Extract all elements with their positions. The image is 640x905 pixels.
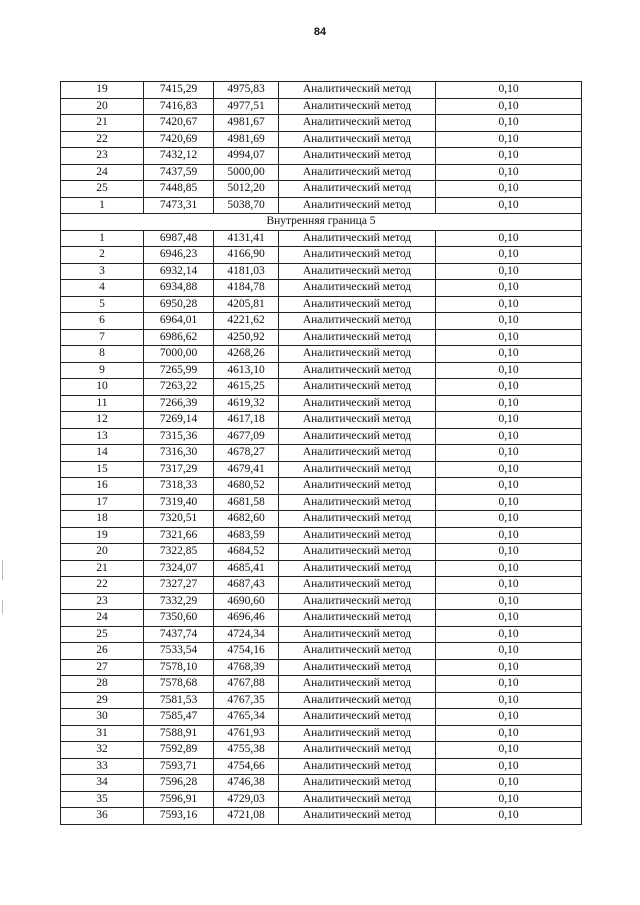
point-number-cell: 11	[61, 395, 144, 412]
table-row	[61, 676, 582, 693]
x-coordinate-cell: 7316,30	[144, 445, 214, 462]
table-body-before	[61, 82, 582, 214]
precision-cell: 0,10	[436, 626, 582, 643]
x-coordinate-cell: 7324,07	[144, 560, 214, 577]
precision-cell: 0,10	[436, 577, 582, 594]
precision-cell: 0,10	[436, 428, 582, 445]
precision-cell: 0,10	[436, 362, 582, 379]
point-number-cell: 23	[61, 148, 144, 165]
x-coordinate-cell: 7350,60	[144, 610, 214, 627]
point-number-cell: 22	[61, 131, 144, 148]
precision-cell: 0,10	[436, 247, 582, 264]
precision-cell: 0,10	[436, 346, 582, 363]
x-coordinate-cell: 7266,39	[144, 395, 214, 412]
y-coordinate-cell: 4131,41	[214, 230, 279, 247]
y-coordinate-cell: 4617,18	[214, 412, 279, 429]
method-cell: Аналитический метод	[279, 247, 436, 264]
table-row	[61, 659, 582, 676]
x-coordinate-cell: 7269,14	[144, 412, 214, 429]
point-number-cell: 36	[61, 808, 144, 825]
x-coordinate-cell: 7322,85	[144, 544, 214, 561]
x-coordinate-cell: 7420,67	[144, 115, 214, 132]
table-row	[61, 412, 582, 429]
point-number-cell: 33	[61, 758, 144, 775]
point-number-cell: 34	[61, 775, 144, 792]
table-row	[61, 577, 582, 594]
y-coordinate-cell: 4768,39	[214, 659, 279, 676]
x-coordinate-cell: 7581,53	[144, 692, 214, 709]
y-coordinate-cell: 4685,41	[214, 560, 279, 577]
x-coordinate-cell: 7265,99	[144, 362, 214, 379]
point-number-cell: 2	[61, 247, 144, 264]
y-coordinate-cell: 4166,90	[214, 247, 279, 264]
section-row	[61, 214, 582, 231]
x-coordinate-cell: 7593,16	[144, 808, 214, 825]
point-number-cell: 17	[61, 494, 144, 511]
y-coordinate-cell: 4729,03	[214, 791, 279, 808]
table-row	[61, 593, 582, 610]
x-coordinate-cell: 6987,48	[144, 230, 214, 247]
method-cell: Аналитический метод	[279, 362, 436, 379]
point-number-cell: 28	[61, 676, 144, 693]
table-row	[61, 197, 582, 214]
method-cell: Аналитический метод	[279, 263, 436, 280]
x-coordinate-cell: 7415,29	[144, 82, 214, 99]
method-cell: Аналитический метод	[279, 412, 436, 429]
table-row	[61, 164, 582, 181]
method-cell: Аналитический метод	[279, 544, 436, 561]
method-cell: Аналитический метод	[279, 494, 436, 511]
point-number-cell: 15	[61, 461, 144, 478]
table-row	[61, 478, 582, 495]
precision-cell: 0,10	[436, 197, 582, 214]
method-cell: Аналитический метод	[279, 131, 436, 148]
y-coordinate-cell: 4682,60	[214, 511, 279, 528]
precision-cell: 0,10	[436, 164, 582, 181]
point-number-cell: 23	[61, 593, 144, 610]
table-row	[61, 610, 582, 627]
y-coordinate-cell: 4250,92	[214, 329, 279, 346]
x-coordinate-cell: 7588,91	[144, 725, 214, 742]
y-coordinate-cell: 4767,35	[214, 692, 279, 709]
point-number-cell: 3	[61, 263, 144, 280]
method-cell: Аналитический метод	[279, 478, 436, 495]
precision-cell: 0,10	[436, 313, 582, 330]
table-row	[61, 362, 582, 379]
method-cell: Аналитический метод	[279, 593, 436, 610]
precision-cell: 0,10	[436, 181, 582, 198]
method-cell: Аналитический метод	[279, 775, 436, 792]
precision-cell: 0,10	[436, 461, 582, 478]
point-number-cell: 19	[61, 82, 144, 99]
coordinates-table	[60, 81, 582, 825]
point-number-cell: 4	[61, 280, 144, 297]
point-number-cell: 32	[61, 742, 144, 759]
point-number-cell: 5	[61, 296, 144, 313]
precision-cell: 0,10	[436, 659, 582, 676]
point-number-cell: 30	[61, 709, 144, 726]
x-coordinate-cell: 7592,89	[144, 742, 214, 759]
y-coordinate-cell: 4690,60	[214, 593, 279, 610]
y-coordinate-cell: 4754,66	[214, 758, 279, 775]
x-coordinate-cell: 7317,29	[144, 461, 214, 478]
precision-cell: 0,10	[436, 115, 582, 132]
x-coordinate-cell: 7578,10	[144, 659, 214, 676]
precision-cell: 0,10	[436, 676, 582, 693]
table-row	[61, 445, 582, 462]
point-number-cell: 22	[61, 577, 144, 594]
section-header	[61, 214, 582, 231]
x-coordinate-cell: 7332,29	[144, 593, 214, 610]
point-number-cell: 20	[61, 544, 144, 561]
method-cell: Аналитический метод	[279, 610, 436, 627]
precision-cell: 0,10	[436, 560, 582, 577]
point-number-cell: 26	[61, 643, 144, 660]
scan-edge-mark	[2, 600, 3, 614]
method-cell: Аналитический метод	[279, 709, 436, 726]
y-coordinate-cell: 4680,52	[214, 478, 279, 495]
precision-cell: 0,10	[436, 263, 582, 280]
point-number-cell: 16	[61, 478, 144, 495]
x-coordinate-cell: 6932,14	[144, 263, 214, 280]
precision-cell: 0,10	[436, 742, 582, 759]
y-coordinate-cell: 4619,32	[214, 395, 279, 412]
y-coordinate-cell: 4975,83	[214, 82, 279, 99]
method-cell: Аналитический метод	[279, 659, 436, 676]
method-cell: Аналитический метод	[279, 808, 436, 825]
table-row	[61, 263, 582, 280]
method-cell: Аналитический метод	[279, 329, 436, 346]
precision-cell: 0,10	[436, 148, 582, 165]
table-row	[61, 511, 582, 528]
method-cell: Аналитический метод	[279, 527, 436, 544]
method-cell: Аналитический метод	[279, 280, 436, 297]
point-number-cell: 1	[61, 197, 144, 214]
x-coordinate-cell: 7437,74	[144, 626, 214, 643]
point-number-cell: 24	[61, 164, 144, 181]
point-number-cell: 25	[61, 181, 144, 198]
point-number-cell: 13	[61, 428, 144, 445]
y-coordinate-cell: 5038,70	[214, 197, 279, 214]
x-coordinate-cell: 7448,85	[144, 181, 214, 198]
y-coordinate-cell: 4696,46	[214, 610, 279, 627]
method-cell: Аналитический метод	[279, 758, 436, 775]
point-number-cell: 9	[61, 362, 144, 379]
precision-cell: 0,10	[436, 329, 582, 346]
method-cell: Аналитический метод	[279, 626, 436, 643]
precision-cell: 0,10	[436, 296, 582, 313]
point-number-cell: 18	[61, 511, 144, 528]
table-row	[61, 115, 582, 132]
point-number-cell: 10	[61, 379, 144, 396]
table-row	[61, 808, 582, 825]
method-cell: Аналитический метод	[279, 676, 436, 693]
y-coordinate-cell: 4724,34	[214, 626, 279, 643]
method-cell: Аналитический метод	[279, 461, 436, 478]
point-number-cell: 21	[61, 560, 144, 577]
precision-cell: 0,10	[436, 379, 582, 396]
method-cell: Аналитический метод	[279, 445, 436, 462]
y-coordinate-cell: 4721,08	[214, 808, 279, 825]
point-number-cell: 25	[61, 626, 144, 643]
x-coordinate-cell: 6964,01	[144, 313, 214, 330]
table-row	[61, 560, 582, 577]
point-number-cell: 20	[61, 98, 144, 115]
table-row	[61, 461, 582, 478]
section-title: Внутренняя граница 5	[61, 214, 582, 231]
x-coordinate-cell: 7593,71	[144, 758, 214, 775]
point-number-cell: 24	[61, 610, 144, 627]
y-coordinate-cell: 4981,67	[214, 115, 279, 132]
method-cell: Аналитический метод	[279, 560, 436, 577]
y-coordinate-cell: 4678,27	[214, 445, 279, 462]
table-row	[61, 98, 582, 115]
y-coordinate-cell: 4683,59	[214, 527, 279, 544]
method-cell: Аналитический метод	[279, 313, 436, 330]
method-cell: Аналитический метод	[279, 181, 436, 198]
precision-cell: 0,10	[436, 82, 582, 99]
x-coordinate-cell: 7585,47	[144, 709, 214, 726]
x-coordinate-cell: 7578,68	[144, 676, 214, 693]
precision-cell: 0,10	[436, 478, 582, 495]
point-number-cell: 14	[61, 445, 144, 462]
precision-cell: 0,10	[436, 412, 582, 429]
y-coordinate-cell: 4994,07	[214, 148, 279, 165]
method-cell: Аналитический метод	[279, 82, 436, 99]
table-body-after	[61, 230, 582, 824]
method-cell: Аналитический метод	[279, 148, 436, 165]
table-row	[61, 527, 582, 544]
point-number-cell: 1	[61, 230, 144, 247]
precision-cell: 0,10	[436, 808, 582, 825]
y-coordinate-cell: 4981,69	[214, 131, 279, 148]
x-coordinate-cell: 6950,28	[144, 296, 214, 313]
table-row	[61, 544, 582, 561]
table-row	[61, 379, 582, 396]
precision-cell: 0,10	[436, 791, 582, 808]
point-number-cell: 19	[61, 527, 144, 544]
precision-cell: 0,10	[436, 775, 582, 792]
precision-cell: 0,10	[436, 511, 582, 528]
y-coordinate-cell: 4761,93	[214, 725, 279, 742]
table-row	[61, 247, 582, 264]
point-number-cell: 31	[61, 725, 144, 742]
table-row	[61, 395, 582, 412]
method-cell: Аналитический метод	[279, 230, 436, 247]
y-coordinate-cell: 4977,51	[214, 98, 279, 115]
point-number-cell: 12	[61, 412, 144, 429]
precision-cell: 0,10	[436, 280, 582, 297]
table-row	[61, 494, 582, 511]
table-row	[61, 709, 582, 726]
x-coordinate-cell: 7432,12	[144, 148, 214, 165]
table-row	[61, 329, 582, 346]
table-row	[61, 725, 582, 742]
y-coordinate-cell: 5012,20	[214, 181, 279, 198]
precision-cell: 0,10	[436, 692, 582, 709]
x-coordinate-cell: 7318,33	[144, 478, 214, 495]
x-coordinate-cell: 7315,36	[144, 428, 214, 445]
method-cell: Аналитический метод	[279, 346, 436, 363]
x-coordinate-cell: 7327,27	[144, 577, 214, 594]
table-row	[61, 346, 582, 363]
table-row	[61, 280, 582, 297]
table-row	[61, 775, 582, 792]
table-row	[61, 428, 582, 445]
method-cell: Аналитический метод	[279, 197, 436, 214]
x-coordinate-cell: 6946,23	[144, 247, 214, 264]
point-number-cell: 27	[61, 659, 144, 676]
y-coordinate-cell: 4677,09	[214, 428, 279, 445]
y-coordinate-cell: 4681,58	[214, 494, 279, 511]
y-coordinate-cell: 5000,00	[214, 164, 279, 181]
y-coordinate-cell: 4746,38	[214, 775, 279, 792]
point-number-cell: 35	[61, 791, 144, 808]
table-row	[61, 626, 582, 643]
method-cell: Аналитический метод	[279, 511, 436, 528]
x-coordinate-cell: 6934,88	[144, 280, 214, 297]
precision-cell: 0,10	[436, 395, 582, 412]
method-cell: Аналитический метод	[279, 742, 436, 759]
method-cell: Аналитический метод	[279, 115, 436, 132]
precision-cell: 0,10	[436, 544, 582, 561]
precision-cell: 0,10	[436, 494, 582, 511]
y-coordinate-cell: 4221,62	[214, 313, 279, 330]
point-number-cell: 21	[61, 115, 144, 132]
y-coordinate-cell: 4184,78	[214, 280, 279, 297]
x-coordinate-cell: 7420,69	[144, 131, 214, 148]
method-cell: Аналитический метод	[279, 577, 436, 594]
x-coordinate-cell: 7263,22	[144, 379, 214, 396]
y-coordinate-cell: 4613,10	[214, 362, 279, 379]
y-coordinate-cell: 4679,41	[214, 461, 279, 478]
method-cell: Аналитический метод	[279, 296, 436, 313]
method-cell: Аналитический метод	[279, 395, 436, 412]
method-cell: Аналитический метод	[279, 98, 436, 115]
precision-cell: 0,10	[436, 98, 582, 115]
table-row	[61, 131, 582, 148]
precision-cell: 0,10	[436, 758, 582, 775]
y-coordinate-cell: 4755,38	[214, 742, 279, 759]
y-coordinate-cell: 4181,03	[214, 263, 279, 280]
precision-cell: 0,10	[436, 725, 582, 742]
y-coordinate-cell: 4687,43	[214, 577, 279, 594]
y-coordinate-cell: 4684,52	[214, 544, 279, 561]
table-row	[61, 181, 582, 198]
x-coordinate-cell: 7596,28	[144, 775, 214, 792]
method-cell: Аналитический метод	[279, 725, 436, 742]
table-row	[61, 692, 582, 709]
x-coordinate-cell: 7473,31	[144, 197, 214, 214]
precision-cell: 0,10	[436, 131, 582, 148]
x-coordinate-cell: 7321,66	[144, 527, 214, 544]
precision-cell: 0,10	[436, 230, 582, 247]
table-row	[61, 148, 582, 165]
y-coordinate-cell: 4268,26	[214, 346, 279, 363]
y-coordinate-cell: 4205,81	[214, 296, 279, 313]
point-number-cell: 6	[61, 313, 144, 330]
x-coordinate-cell: 6986,62	[144, 329, 214, 346]
method-cell: Аналитический метод	[279, 692, 436, 709]
x-coordinate-cell: 7596,91	[144, 791, 214, 808]
table-row	[61, 82, 582, 99]
y-coordinate-cell: 4754,16	[214, 643, 279, 660]
precision-cell: 0,10	[436, 709, 582, 726]
table-row	[61, 643, 582, 660]
precision-cell: 0,10	[436, 445, 582, 462]
x-coordinate-cell: 7533,54	[144, 643, 214, 660]
page-number: 84	[313, 26, 327, 38]
method-cell: Аналитический метод	[279, 428, 436, 445]
table-row	[61, 230, 582, 247]
x-coordinate-cell: 7320,51	[144, 511, 214, 528]
x-coordinate-cell: 7000,00	[144, 346, 214, 363]
y-coordinate-cell: 4767,88	[214, 676, 279, 693]
table-row	[61, 742, 582, 759]
table-row	[61, 296, 582, 313]
precision-cell: 0,10	[436, 643, 582, 660]
method-cell: Аналитический метод	[279, 164, 436, 181]
x-coordinate-cell: 7437,59	[144, 164, 214, 181]
x-coordinate-cell: 7319,40	[144, 494, 214, 511]
method-cell: Аналитический метод	[279, 379, 436, 396]
precision-cell: 0,10	[436, 527, 582, 544]
precision-cell: 0,10	[436, 610, 582, 627]
table-row	[61, 758, 582, 775]
point-number-cell: 7	[61, 329, 144, 346]
precision-cell: 0,10	[436, 593, 582, 610]
y-coordinate-cell: 4615,25	[214, 379, 279, 396]
point-number-cell: 8	[61, 346, 144, 363]
method-cell: Аналитический метод	[279, 791, 436, 808]
point-number-cell: 29	[61, 692, 144, 709]
method-cell: Аналитический метод	[279, 643, 436, 660]
scan-edge-mark	[2, 560, 3, 580]
table-row	[61, 313, 582, 330]
table-row	[61, 791, 582, 808]
x-coordinate-cell: 7416,83	[144, 98, 214, 115]
y-coordinate-cell: 4765,34	[214, 709, 279, 726]
